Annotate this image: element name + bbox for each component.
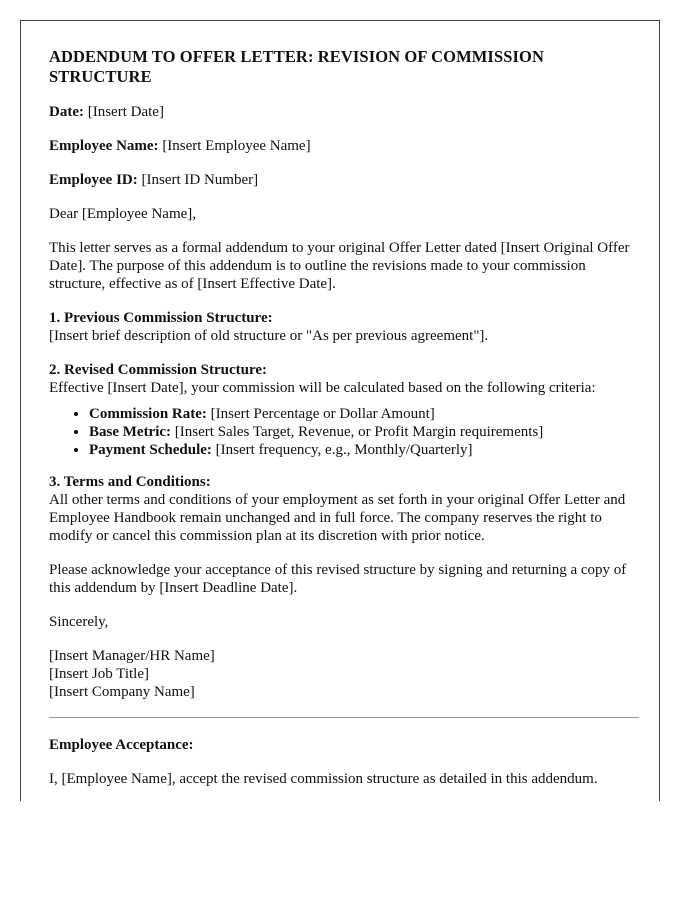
section-revised-text: Effective [Insert Date], your commission will be calculated based on the following criteria: <box>49 380 596 396</box>
section-previous-text: [Insert brief description of old structure or "As per previous agreement"]. <box>49 328 489 344</box>
criteria-label: Payment Schedule: <box>89 442 212 458</box>
field-employee-name-value: [Insert Employee Name] <box>162 138 311 154</box>
document-page <box>20 20 660 801</box>
section-previous <box>49 309 639 345</box>
field-employee-id-value: [Insert ID Number] <box>141 172 259 188</box>
section-terms-title: 3. Terms and Conditions: <box>49 474 211 490</box>
field-date-value: [Insert Date] <box>87 104 164 120</box>
section-terms-text: All other terms and conditions of your employment as set forth in your original Offer Letter and Employee Handbook remain unchanged and in full force. The company reserves the right to modify or cancel this commission plan at its discretion with prior notice. <box>49 492 626 544</box>
field-employee-id-label: Employee ID: <box>49 172 138 188</box>
revised-criteria-list <box>49 405 639 459</box>
list-item <box>89 423 639 441</box>
document-body <box>49 47 639 801</box>
list-item <box>89 441 639 459</box>
section-terms <box>49 473 639 545</box>
section-revised-title: 2. Revised Commission Structure: <box>49 362 268 378</box>
intro-paragraph: This letter serves as a formal addendum to your original Offer Letter dated [Insert Original Offer Date]. The purpose of this addendum is to outline the revisions made to your commission structure, effective as of [Insert Effective Date]. <box>49 240 630 292</box>
signature-name: [Insert Manager/HR Name] <box>49 648 215 664</box>
criteria-label: Base Metric: <box>89 424 172 440</box>
field-date <box>49 103 639 121</box>
section-previous-title: 1. Previous Commission Structure: <box>49 310 273 326</box>
acceptance-text: I, [Employee Name], accept the revised commission structure as detailed in this addendum. <box>49 771 598 787</box>
criteria-value: [Insert Percentage or Dollar Amount] <box>210 406 435 422</box>
criteria-label: Commission Rate: <box>89 406 207 422</box>
acknowledge-paragraph: Please acknowledge your acceptance of this revised structure by signing and returning a copy of this addendum by [Insert Deadline Date]. <box>49 562 627 596</box>
signature-block <box>49 647 639 701</box>
criteria-value: [Insert Sales Target, Revenue, or Profit Margin requirements] <box>174 424 544 440</box>
list-item <box>89 405 639 423</box>
closing: Sincerely, <box>49 614 109 630</box>
signature-title: [Insert Job Title] <box>49 666 150 682</box>
section-revised <box>49 361 639 459</box>
field-date-label: Date: <box>49 104 84 120</box>
criteria-value: [Insert frequency, e.g., Monthly/Quarterly] <box>215 442 473 458</box>
section-divider <box>49 717 639 718</box>
acceptance-title: Employee Acceptance: <box>49 737 194 753</box>
field-employee-name <box>49 137 639 155</box>
greeting: Dear [Employee Name], <box>49 206 197 222</box>
signature-company: [Insert Company Name] <box>49 684 195 700</box>
document-title: ADDENDUM TO OFFER LETTER: REVISION OF COMMISSION STRUCTURE <box>49 47 544 86</box>
field-employee-name-label: Employee Name: <box>49 138 159 154</box>
field-employee-id <box>49 171 639 189</box>
